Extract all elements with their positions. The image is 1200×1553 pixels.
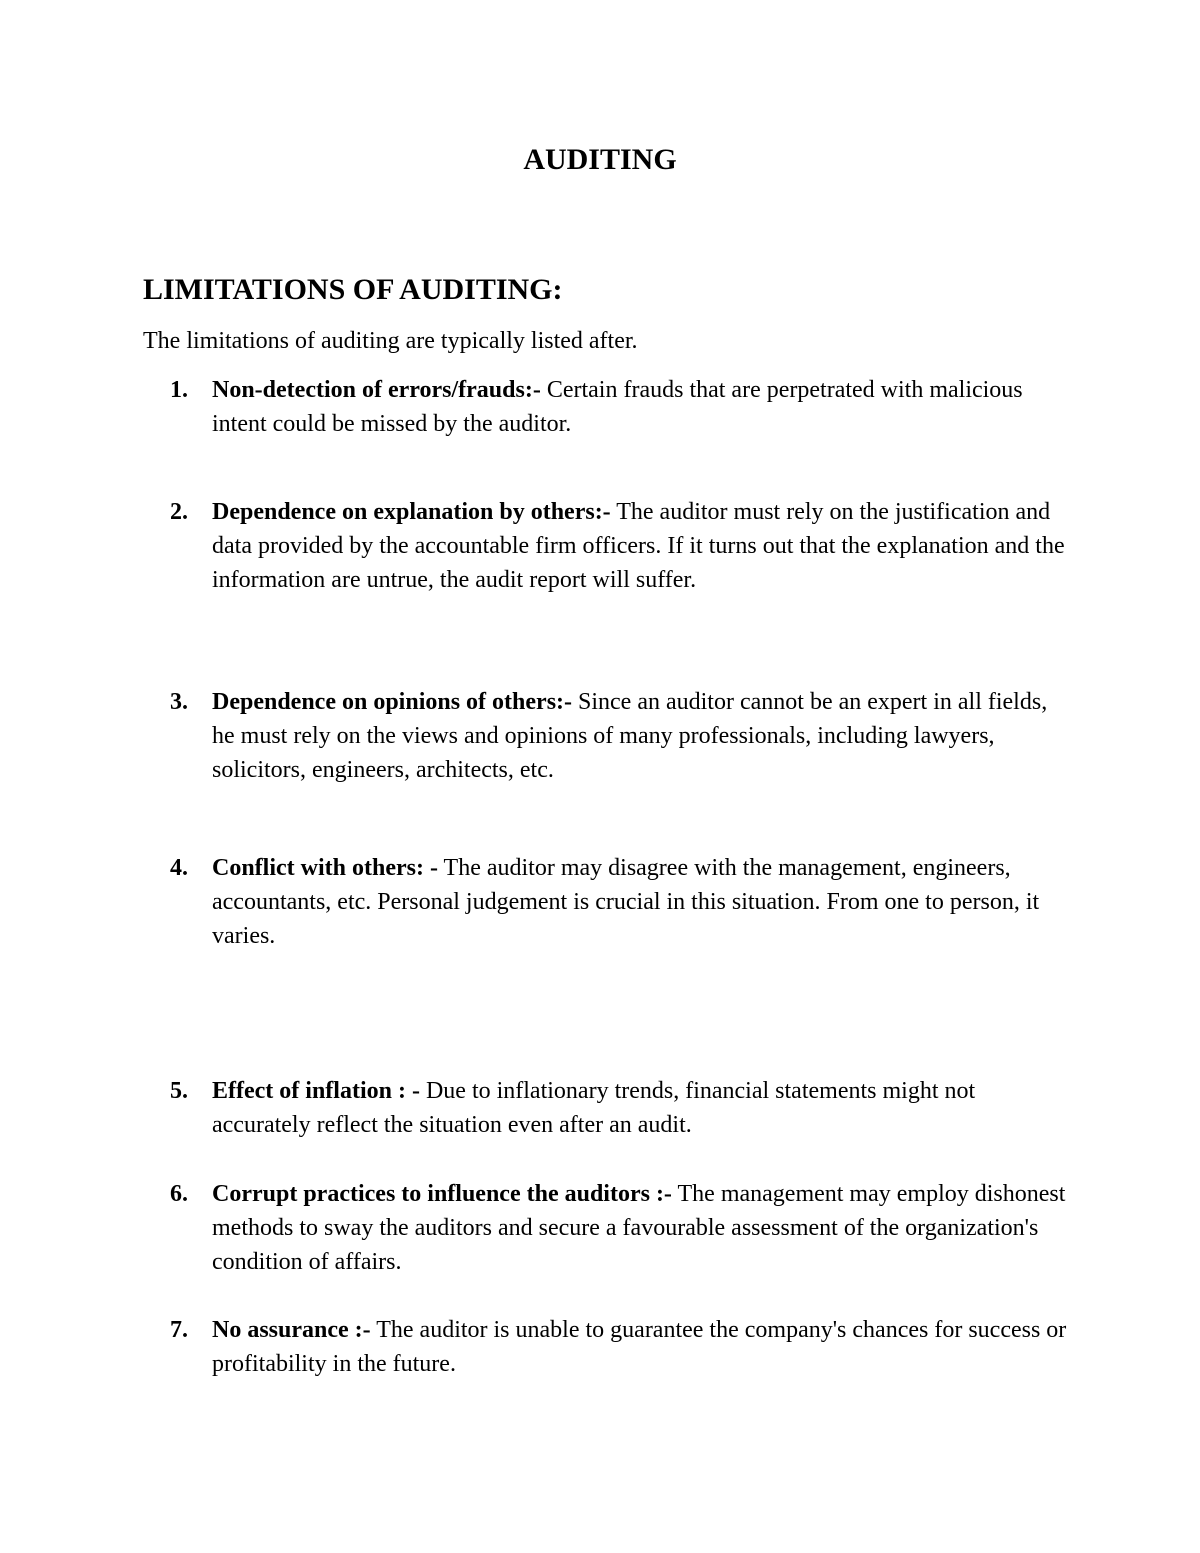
section-heading: LIMITATIONS OF AUDITING: — [143, 273, 563, 306]
list-item-text: The auditor must rely on the justification and data provided by the accountable firm officers. If it turns out that the explanation and the information are untrue, the audit report will suffer. — [212, 499, 1065, 593]
list-item-term: Dependence on explanation by others:- — [212, 499, 611, 525]
list-item-text: The auditor is unable to guarantee the company's chances for success or profitability in the future. — [212, 1317, 1067, 1377]
list-item-text: Since an auditor cannot be an expert in all fields, he must rely on the views and opinions of many professionals, including lawyers, solicitors, engineers, architects, etc. — [212, 689, 1048, 783]
list-item — [170, 851, 1070, 953]
list-item-term: Effect of inflation : - — [212, 1078, 420, 1104]
list-item — [170, 1313, 1070, 1381]
list-item-term: Corrupt practices to influence the auditors :- — [212, 1181, 672, 1207]
list-item — [170, 685, 1070, 787]
list-item-text: The management may employ dishonest methods to sway the auditors and secure a favourable assessment of the organization's condition of affairs. — [212, 1181, 1066, 1275]
list-item-number: 2. — [170, 499, 188, 525]
list-item-number: 5. — [170, 1078, 188, 1104]
list-item — [170, 373, 1070, 441]
list-item-number: 4. — [170, 855, 188, 881]
list-item-number: 7. — [170, 1317, 188, 1343]
intro-paragraph: The limitations of auditing are typically listed after. — [143, 328, 638, 354]
list-item-term: Non-detection of errors/frauds:- — [212, 377, 541, 403]
list-item-number: 1. — [170, 377, 188, 403]
list-item-number: 6. — [170, 1181, 188, 1207]
document-title: AUDITING — [523, 143, 677, 176]
list-item-text: Due to inflationary trends, financial statements might not accurately reflect the situation even after an audit. — [212, 1078, 976, 1138]
list-item-text: The auditor may disagree with the management, engineers, accountants, etc. Personal judgement is crucial in this situation. From one to person, it varies. — [212, 855, 1040, 949]
list-item — [170, 495, 1070, 597]
list-item-term: Conflict with others: - — [212, 855, 438, 881]
list-item-text: Certain frauds that are perpetrated with malicious intent could be missed by the auditor. — [212, 377, 1023, 437]
list-item — [170, 1074, 1070, 1142]
list-item-term: Dependence on opinions of others:- — [212, 689, 573, 715]
list-item-number: 3. — [170, 689, 188, 715]
list-item-term: No assurance :- — [212, 1317, 371, 1343]
list-item — [170, 1177, 1070, 1279]
